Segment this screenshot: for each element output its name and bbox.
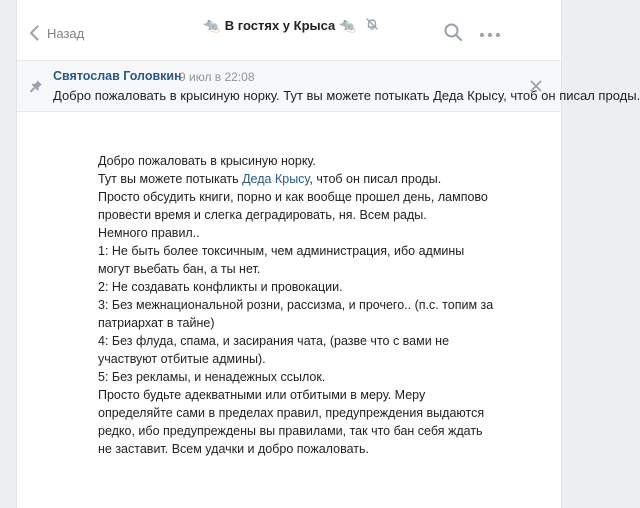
chat-title-text: В гостях у Крыса (224, 18, 336, 33)
chat-window (16, 0, 640, 508)
rule-item: 1: Не быть более токсичным, чем администрация, ибо админы могут вьебать бан, а ты нет. (98, 244, 465, 276)
pinned-author-link[interactable]: Святослав Головкин (53, 69, 182, 83)
message-body (98, 152, 498, 458)
chat-header (17, 0, 561, 61)
pin-icon (29, 79, 43, 98)
rule-item: 5: Без рекламы, и ненадежных ссылок. (98, 370, 326, 384)
search-icon[interactable] (443, 22, 463, 47)
more-options-icon[interactable] (479, 26, 501, 44)
rat-emoji-icon: 🐀 (203, 17, 221, 33)
back-label: Назад (47, 25, 85, 41)
pinned-message-bar[interactable] (17, 61, 640, 112)
chat-title[interactable] (199, 17, 378, 34)
rule-item: 4: Без флуда, спама, и засирания чата, (разве что с вами не участвуют отбитые админы). (98, 334, 450, 366)
rule-item: 2: Не создавать конфликты и провокации. (98, 280, 343, 294)
message-line: Добро пожаловать в крысиную норку. (98, 154, 316, 168)
chevron-left-icon (29, 25, 39, 41)
message-line: Немного правил.. (98, 226, 200, 240)
close-icon[interactable] (530, 79, 542, 97)
muted-bell-icon (365, 17, 379, 34)
rat-emoji-icon: 🐀 (339, 17, 357, 33)
back-button[interactable] (29, 21, 84, 45)
rule-item: 3: Без межнациональной розни, рассизма, и прочего.. (п.с. топим за патриархат в тайне) (98, 298, 494, 330)
pinned-preview-text: Добро пожаловать в крысиную норку. Тут вы можете потыкать Деда Крысу, чтоб он писал проды. (53, 88, 640, 103)
ded-krysa-link[interactable]: Деда Крысу (242, 172, 310, 186)
message-closing: Просто будьте адекватными или отбитыми в меру. Меру определяйте сами в пределах правил, предупреждения выдаются редко, ибо предупреждены вы правилами, так что бан себя ждать не заставит. Всем удачки и добро пожаловать. (98, 388, 485, 456)
message-line: Просто обсудить книги, порно и как вообще прошел день, лампово провести время и слегка деградировать, ня. Всем рады. (98, 190, 488, 222)
message-line: Тут вы можете потыкать Деда Крысу, чтоб он писал проды. (98, 172, 442, 186)
pinned-date: 9 июл в 22:08 (179, 70, 255, 84)
